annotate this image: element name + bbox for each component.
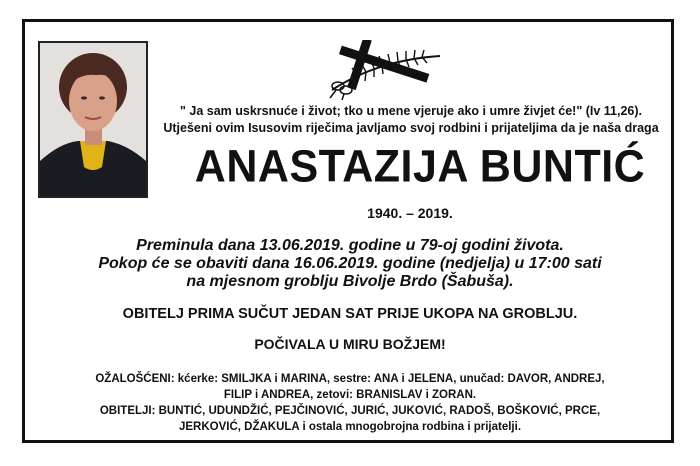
mourners-line-4: JERKOVIĆ, DŽAKULA i ostala mnogobrojna rodbina i prijatelji. [178,421,522,433]
rest-in-peace: POČIVALA U MIRU BOŽJEM! [254,336,446,352]
deceased-name: ANASTAZIJA BUNTIĆ [194,141,646,193]
bible-quote [160,103,662,137]
cross-with-palm-icon [318,40,444,100]
mourners-list [40,371,660,435]
mourners-line-3: OBITELJI: BUNTIĆ, UDUNDŽIĆ, PEJČINOVIĆ, JURIĆ, JUKOVIĆ, RADOŠ, BOŠKOVIĆ, PRCE, [99,405,601,417]
mourners-line-2: FILIP i ANDREA, zetovi: BRANISLAV i ZORAN. [223,389,477,401]
info-line-2: Pokop će se obaviti dana 16.06.2019. godine (nedjelja) u 17:00 sati [98,255,602,272]
funeral-info [40,237,660,291]
info-line-3: na mjesnom groblju Bivolje Brdo (Šabuša). [186,273,514,290]
mourners-line-1: OŽALOŠĆENI: kćerke: SMILJKA i MARINA, sestre: ANA i JELENA, unučad: DAVOR, ANDREJ, [95,373,605,385]
quote-line-1: " Ja sam uskrsnuće i život; tko u mene vjeruje ako i umre živjet će!" (Iv 11,26). [179,104,643,118]
portrait-photo [38,41,148,198]
info-line-1: Preminula dana 13.06.2019. godine u 79-oj godini života. [136,237,564,254]
portrait-illustration [40,43,146,196]
quote-line-2: Utješeni ovim Isusovim riječima javljamo svoj rodbini i prijateljima da je naša draga [163,121,659,135]
condolence-notice: OBITELJ PRIMA SUČUT JEDAN SAT PRIJE UKOPA NA GROBLJU. [122,306,578,322]
life-years: 1940. – 2019. [367,205,453,221]
